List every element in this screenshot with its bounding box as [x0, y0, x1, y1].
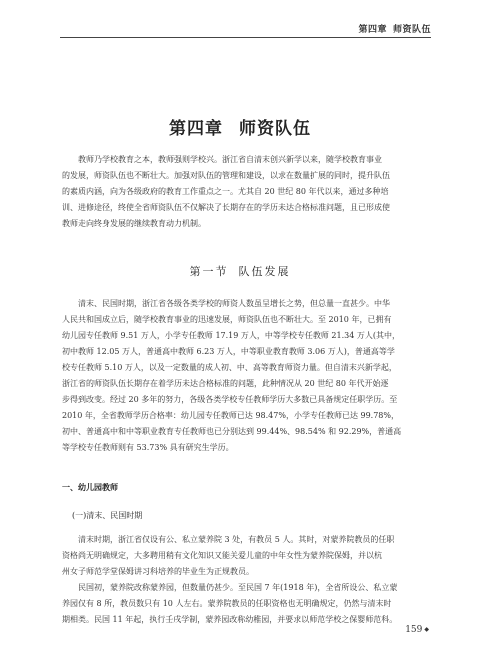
text-line: 步得到改变。经过 20 多年的努力，各级各类学校专任教师学历大多数已具备规定任职学历。至: [62, 395, 398, 404]
text-line: 教师乃学校教育之本，教师强则学校兴。浙江省自清末创兴新学以来，随学校教育事业: [78, 155, 382, 164]
running-head: [358, 22, 431, 35]
running-head-title: 师资队伍: [392, 25, 431, 35]
closing-paragraphs: [62, 532, 435, 628]
section-paragraph: [62, 296, 435, 456]
text-line: 清末、民国时期，浙江省各级各类学校的师资人数虽呈增长之势，但总量一直甚少。中华: [78, 299, 390, 308]
text-line: 初中教师 12.05 万人，普通高中教师 6.23 万人，中等职业教育教师 3.06 万人)，普通高等学: [62, 347, 395, 356]
page-ornament-icon: ◆: [424, 626, 429, 633]
text-line: 民国初，蒙养院改称蒙养园，但数量仍甚少。至民国 7 年(1918 年)，全省所设公、私立蒙: [78, 583, 398, 592]
subheading-late-qing-republic: (一)清末、民国时期: [72, 511, 143, 520]
text-line: 等学校专任教师则有 53.73% 具有研究生学历。: [62, 443, 234, 452]
text-line: 人民共和国成立后，随学校教育事业的迅速发展，师资队伍也不断壮大。至 2010 年，已拥有: [62, 315, 392, 324]
text-line: 幼儿园专任教师 9.51 万人，小学专任教师 17.19 万人，中等学校专任教师 21.34 万人(其中，: [62, 331, 400, 340]
running-head-chapter: 第四章: [358, 25, 387, 35]
text-line: 2010 年，全省教师学历合格率：幼儿园专任教师已达 98.47%，小学专任教师已达 99.78%，: [62, 411, 399, 420]
page-number-value: 159: [405, 625, 423, 635]
text-line: 期相类。民国 11 年起，执行壬戌学制，蒙养园改称幼稚园，并要求以师范学校之保婴师范科。: [62, 615, 398, 624]
header-rule: [60, 37, 431, 38]
text-line: 教师走向终身发展的继续教育动力机制。: [62, 219, 206, 228]
text-line: 浙江省的师资队伍长期存在着学历未达合格标准的问题，此种情况从 20 世纪 80 年代开始逐: [62, 379, 389, 388]
text-line: 校专任教师 5.10 万人，以及一定数量的成人初、中、高等教育师资力量。但自清末兴新学起，: [62, 363, 397, 372]
text-line: 的发展，师资队伍也不断壮大。加强对队伍的管理和建设，以求在数量扩展的同时，提升队伍: [62, 171, 390, 180]
text-line: 养园仅有 8 所，教员数只有 10 人左右。蒙养院教员的任职资格也无明确规定，仍然与清末时: [62, 599, 392, 608]
chapter-name: 师资队伍: [239, 119, 311, 139]
section-number: 第一节: [189, 265, 229, 278]
text-line: 初中、普通高中和中等职业教育专任教师也已分别达到 99.44%、98.54% 和 92.29%，普通高: [62, 427, 402, 436]
section-title: [0, 263, 480, 279]
page-number: [405, 625, 429, 635]
text-line: 的素质内涵，向为各级政府的教育工作重点之一。尤其自 20 世纪 80 年代以来，通过多种培: [62, 187, 389, 196]
text-line: 资格尚无明确规定，大多聘用稍有文化知识又能关爱儿童的中年女性为蒙养院保姆，并以杭: [62, 551, 382, 560]
text-line: 训、进修途径，终使全省师资队伍不仅解决了长期存在的学历未达合格标准问题，且已形成使: [62, 203, 390, 212]
subheading-kindergarten-teachers: 一、幼儿园教师: [62, 483, 118, 492]
text-line: 州女子师范学堂保姆讲习科培养的毕业生为正规教员。: [62, 567, 254, 576]
intro-paragraph: [62, 152, 435, 232]
text-line: 清末时期，浙江省仅设有公、私立蒙养院 3 处，有教员 5 人。其时，对蒙养院教员的任职: [78, 535, 395, 544]
chapter-number: 第四章: [169, 119, 223, 139]
section-name: 队伍发展: [238, 265, 291, 278]
chapter-title: [0, 114, 480, 139]
